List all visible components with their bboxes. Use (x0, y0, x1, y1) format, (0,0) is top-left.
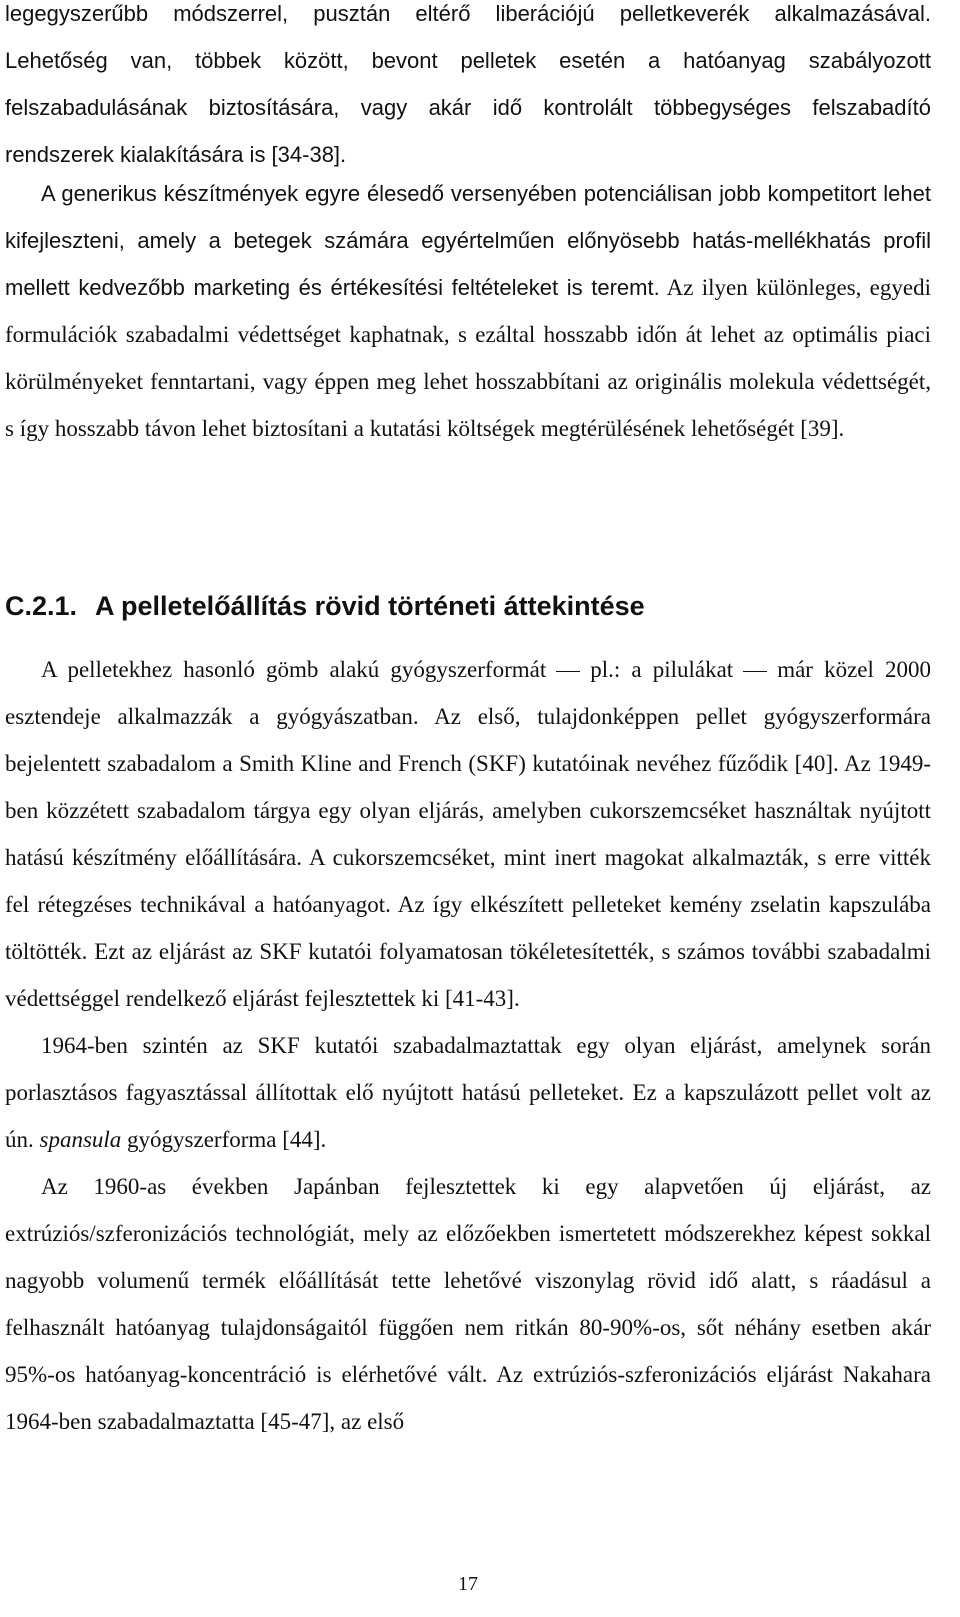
page-number: 17 (458, 1573, 478, 1595)
paragraph-1-line-3: felszabadulásának biztosítására, vagy akár idő kontrolált többegységes felszabadító (5, 95, 931, 120)
section-heading (5, 586, 645, 626)
em-dash (556, 671, 580, 672)
paragraph-1-line-1: legegyszerűbb módszerrel, pusztán eltérő liberációjú pelletkeverék alkalmazásával. (5, 1, 931, 26)
paragraph-4-before: 1964-ben szintén az SKF kutatói szabadalmaztattak egy olyan eljárást, amelynek során porlasztásos fagyasztással állítottak elő nyújtott hatású pelleteket. Ez a kapszulázott pellet volt az ún. (5, 1033, 931, 1152)
paragraph-4-italic-term: spansula (39, 1127, 122, 1152)
section-body (5, 646, 931, 1445)
paragraph-3-part-1: A pelletekhez hasonló gömb alakú gyógyszerformát (41, 657, 547, 682)
paragraph-3-part-2: pl.: a pilulákat (590, 657, 734, 682)
paragraph-4 (5, 1022, 931, 1163)
paragraph-1-line-2: Lehetőség van, többek között, bevont pelletek esetén a hatóanyag szabályozott (5, 48, 931, 73)
section-title: A pelletelőállítás rövid történeti áttekintése (95, 591, 645, 621)
paragraph-4-after: gyógyszerforma [44]. (121, 1127, 327, 1152)
paragraph-3 (5, 646, 931, 1022)
paragraph-2-serif-text: Az ilyen különleges, egyedi formulációk szabadalmi védettséget kaphatnak, s ezáltal hosszabb időn át lehet az optimális piaci körülményeket fenntartani, vagy éppen meg lehet hosszabbítani az originális molekula védettségét, s így hosszabb távon lehet biztosítani a kutatási költségek megtérülésének lehetőségét [39]. (5, 275, 931, 441)
paragraph-3-part-3: már közel 2000 esztendeje alkalmazzák a gyógyászatban. Az első, tulajdonképpen pellet gyógyszerformára bejelentett szabadalom a Smith Kline and French (SKF) kutatóinak nevéhez fűződik [40]. Az 1949-ben közzétett szabadalom tárgya egy olyan eljárás, amelyben cukorszemcséket használtak nyújtott hatású készítmény előállítására. A cukorszemcséket, mint inert magokat alkalmazták, s erre vitték fel rétegzéses technikával a hatóanyagot. Az így elkészített pelleteket kemény zselatin kapszulába töltötték. Ezt az eljárást az SKF kutatói folyamatosan tökéletesítették, s számos további szabadalmi védettséggel rendelkező eljárást fejlesztettek ki [41-43]. (5, 657, 931, 1011)
paragraph-5: Az 1960-as években Japánban fejlesztettek ki egy alapvetően új eljárást, az extrúziós/szferonizációs technológiát, mely az előzőekben ismertetett módszerekhez képest sokkal nagyobb volumenű termék előállítását tette lehetővé viszonylag rövid idő alatt, s ráadásul a felhasznált hatóanyag tulajdonságaitól függően nem ritkán 80-90%-os, sőt néhány esetben akár 95%-os hatóanyag-koncentráció is elérhetővé vált. Az extrúziós-szferonizációs eljárást Nakahara 1964-ben szabadalmaztatta [45-47], az első (5, 1174, 931, 1434)
paragraph-2-sans-text: A generikus készítmények egyre élesedő versenyében potenciálisan jobb kompetitort lehet kifejleszteni, amely a betegek számára egyértelműen előnyösebb hatás-mellékhatás profil mellett kedvezőbb marketing és értékesítési feltételeket is teremt. (5, 181, 931, 300)
paragraph-1-line-4: rendszerek kialakítására is [34-38]. (5, 142, 347, 167)
section-number: C.2.1. (5, 591, 78, 621)
paragraph-1 (5, 0, 931, 178)
em-dash (743, 671, 767, 672)
paragraph-2 (5, 170, 931, 452)
